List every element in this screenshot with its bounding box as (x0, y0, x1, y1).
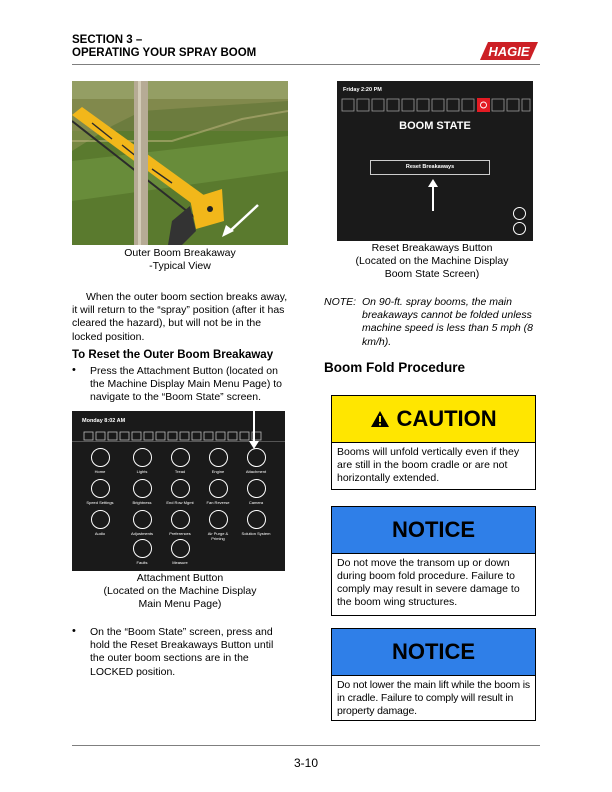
bullet-marker: • (72, 625, 76, 637)
notice-box-1 (331, 506, 536, 616)
step-2-text: On the “Boom State” screen, press and hold the Reset Breakaways Button until the outer boom sections are in the LOCKED position. (90, 626, 274, 678)
caution-box (331, 395, 536, 490)
menu-toolbar (82, 428, 282, 438)
warning-triangle-icon (370, 410, 390, 428)
photo-caption: Outer Boom Breakaway -Typical View (124, 247, 236, 272)
caution-header (332, 396, 535, 443)
attachment-icon: Attachment (240, 448, 272, 474)
section-number: SECTION 3 – (72, 34, 143, 46)
header-rule (72, 64, 540, 65)
note-text: On 90-ft. spray booms, the main breakaways cannot be folded unless machine speed is less than 5 mph (8 km/h). (362, 296, 534, 348)
notice-text-2: Do not lower the main lift while the boom is in cradle. Failure to comply will result in property damage. (337, 679, 530, 717)
bullet-marker: • (72, 364, 76, 376)
home-icon: Home (84, 448, 116, 474)
camera-icon: Camera (240, 479, 272, 505)
notice-header-2: NOTICE (332, 629, 535, 676)
reset-subheading: To Reset the Outer Boom Breakaway (72, 349, 274, 361)
note-label: NOTE: (324, 296, 357, 308)
air-purge-icon: Air Purge & Priming (202, 510, 234, 541)
menu-icon[interactable] (513, 222, 526, 235)
solution-system-icon: Solution System (240, 510, 272, 536)
notice-text-1: Do not move the transom up or down during boom fold procedure. Failure to comply may result in severe damage to the boom wing structures. (337, 557, 520, 608)
boom-time: Friday 2:20 PM (343, 87, 382, 93)
audio-icon: Audio (84, 510, 116, 536)
section-title (72, 34, 256, 60)
boom-fold-heading: Boom Fold Procedure (324, 360, 466, 375)
reset-breakaways-button[interactable]: Reset Breakaways (370, 160, 490, 175)
menu-time: Monday 8:02 AM (82, 418, 126, 424)
adjustments-icon: Adjustments (126, 510, 158, 536)
boom-toolbar (341, 98, 531, 112)
boom-state-title: BOOM STATE (399, 120, 471, 132)
page-number: 3-10 (293, 756, 319, 770)
preferences-icon: Preferences (164, 510, 196, 536)
faults-icon: Faults (126, 539, 158, 565)
caution-text: Booms will unfold vertically even if they are still in the boom cradle or are not horizontally extended. (337, 446, 520, 484)
caution-title: CAUTION (396, 406, 497, 431)
lights-icon: Lights (126, 448, 158, 474)
end-row-icon: End Row Mgmt (164, 479, 196, 505)
step-1-text: Press the Attachment Button (located on the Machine Display Main Menu Page) to navigate to the “Boom State” screen. (90, 365, 283, 404)
notice-header-1: NOTICE (332, 507, 535, 554)
outer-boom-photo (72, 81, 288, 245)
tread-icon: Tread (164, 448, 196, 474)
breakaway-paragraph: When the outer boom section breaks away, it will return to the “spray” position (after it has cleared the hazard), but will not be in the locked position. (72, 291, 288, 343)
section-name: OPERATING YOUR SPRAY BOOM (72, 47, 257, 59)
logo-text: HAGIE (488, 44, 530, 59)
speed-settings-icon: Speed Settings (84, 479, 116, 505)
footer-rule (72, 745, 540, 746)
engine-icon: Engine (202, 448, 234, 474)
hagie-logo (478, 40, 540, 62)
boom-state-screen (337, 81, 533, 241)
brightness-icon: Brightness (126, 479, 158, 505)
menu-caption: Attachment Button (Located on the Machine Display Main Menu Page) (103, 572, 257, 610)
home-icon[interactable] (513, 207, 526, 220)
boom-caption: Reset Breakaways Button (Located on the Machine Display Boom State Screen) (355, 242, 509, 280)
measure-icon: Measure (164, 539, 196, 565)
fan-reverse-icon: Fan Reverse (202, 479, 234, 505)
pointer-arrow-shaft (432, 185, 434, 211)
main-menu-screen (72, 411, 285, 571)
notice-box-2 (331, 628, 536, 721)
